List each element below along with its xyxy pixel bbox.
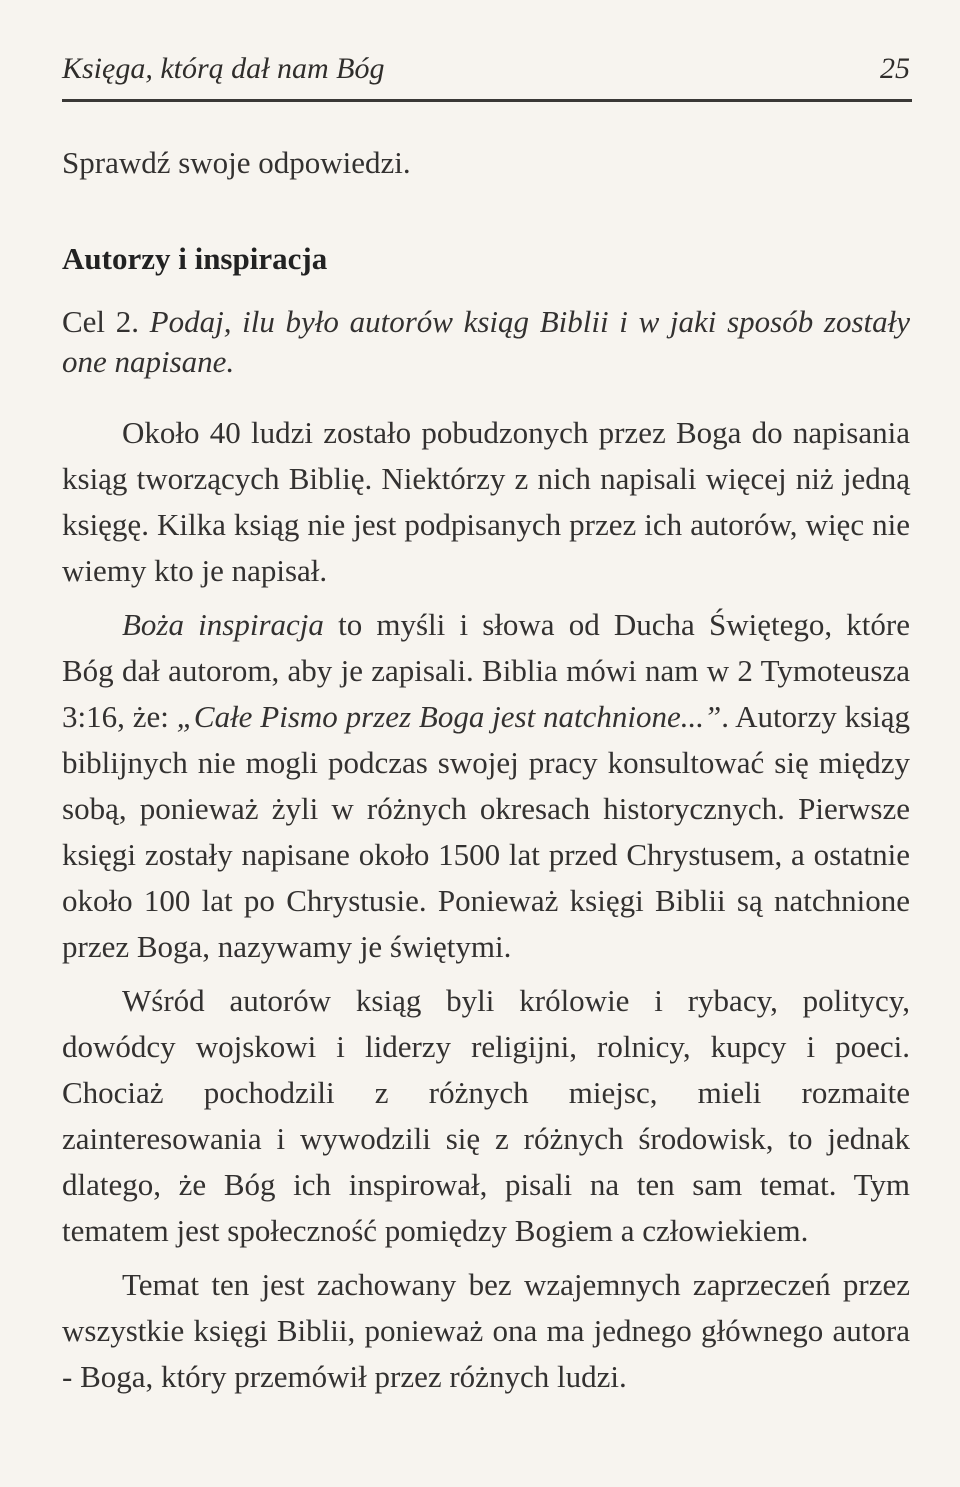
paragraph-authors-diversity: Wśród autorów ksiąg byli królowie i rybacy, politycy, dowódcy wojskowi i liderzy religijni, rolnicy, kupcy i poeci. Chociaż pochodzili z różnych miejsc, mieli rozmaite zainteresowania i wywodzili się z różnych środowisk, to jednak dlatego, że Bóg ich inspirował, pisali na ten sam temat. Tym tematem jest społeczność pomiędzy Bogiem a człowiekiem. (62, 983, 910, 1248)
section-heading: Autorzy i inspiracja (62, 241, 328, 276)
header-divider (62, 99, 912, 102)
check-answers-text: Sprawdź swoje odpowiedzi. (62, 145, 411, 180)
inspiration-text-b: . Autorzy ksiąg biblijnych nie mogli podczas swojej pracy konsultować się między sobą, ponieważ żyli w różnych okresach historycznych. Pierwsze księgi zostały napisane około 1500 lat przed Chrystusem, a ostatnie około 100 lat po Chrystusie. Ponieważ księgi Biblii są natchnione przez Boga, nazywamy je świętymi. (62, 699, 910, 964)
paragraph-inspiration (62, 602, 910, 970)
running-header (62, 46, 910, 90)
page-number: 25 (880, 52, 910, 85)
goal-prefix: Cel 2. (62, 304, 150, 339)
page-content (62, 140, 910, 1400)
running-header-title: Księga, którą dał nam Bóg (62, 52, 385, 85)
goal-statement (62, 302, 910, 382)
term-divine-inspiration: Boża inspiracja (122, 607, 324, 642)
inspiration-text-a: to myśli i słowa od Ducha Świętego, które Bóg dał autorom, aby je zapisali. Biblia mówi nam w 2 Tymoteusza 3:16, że: (62, 607, 910, 734)
scripture-quote: „Całe Pismo przez Boga jest natchnione...” (176, 699, 722, 734)
paragraph-authors-count: Około 40 ludzi zostało pobudzonych przez Boga do napisania ksiąg tworzących Biblię. Niektórzy z nich napisali więcej niż jedną księgę. Kilka ksiąg nie jest podpisanych przez ich autorów, więc nie wiemy kto je napisał. (62, 415, 910, 588)
paragraph-common-theme: Temat ten jest zachowany bez wzajemnych zaprzeczeń przez wszystkie księgi Biblii, ponieważ ona ma jednego głównego autora - Boga, który przemówił przez różnych ludzi. (62, 1267, 910, 1394)
goal-text: Podaj, ilu było autorów ksiąg Biblii i w jaki sposób zostały one napisane. (62, 304, 910, 379)
